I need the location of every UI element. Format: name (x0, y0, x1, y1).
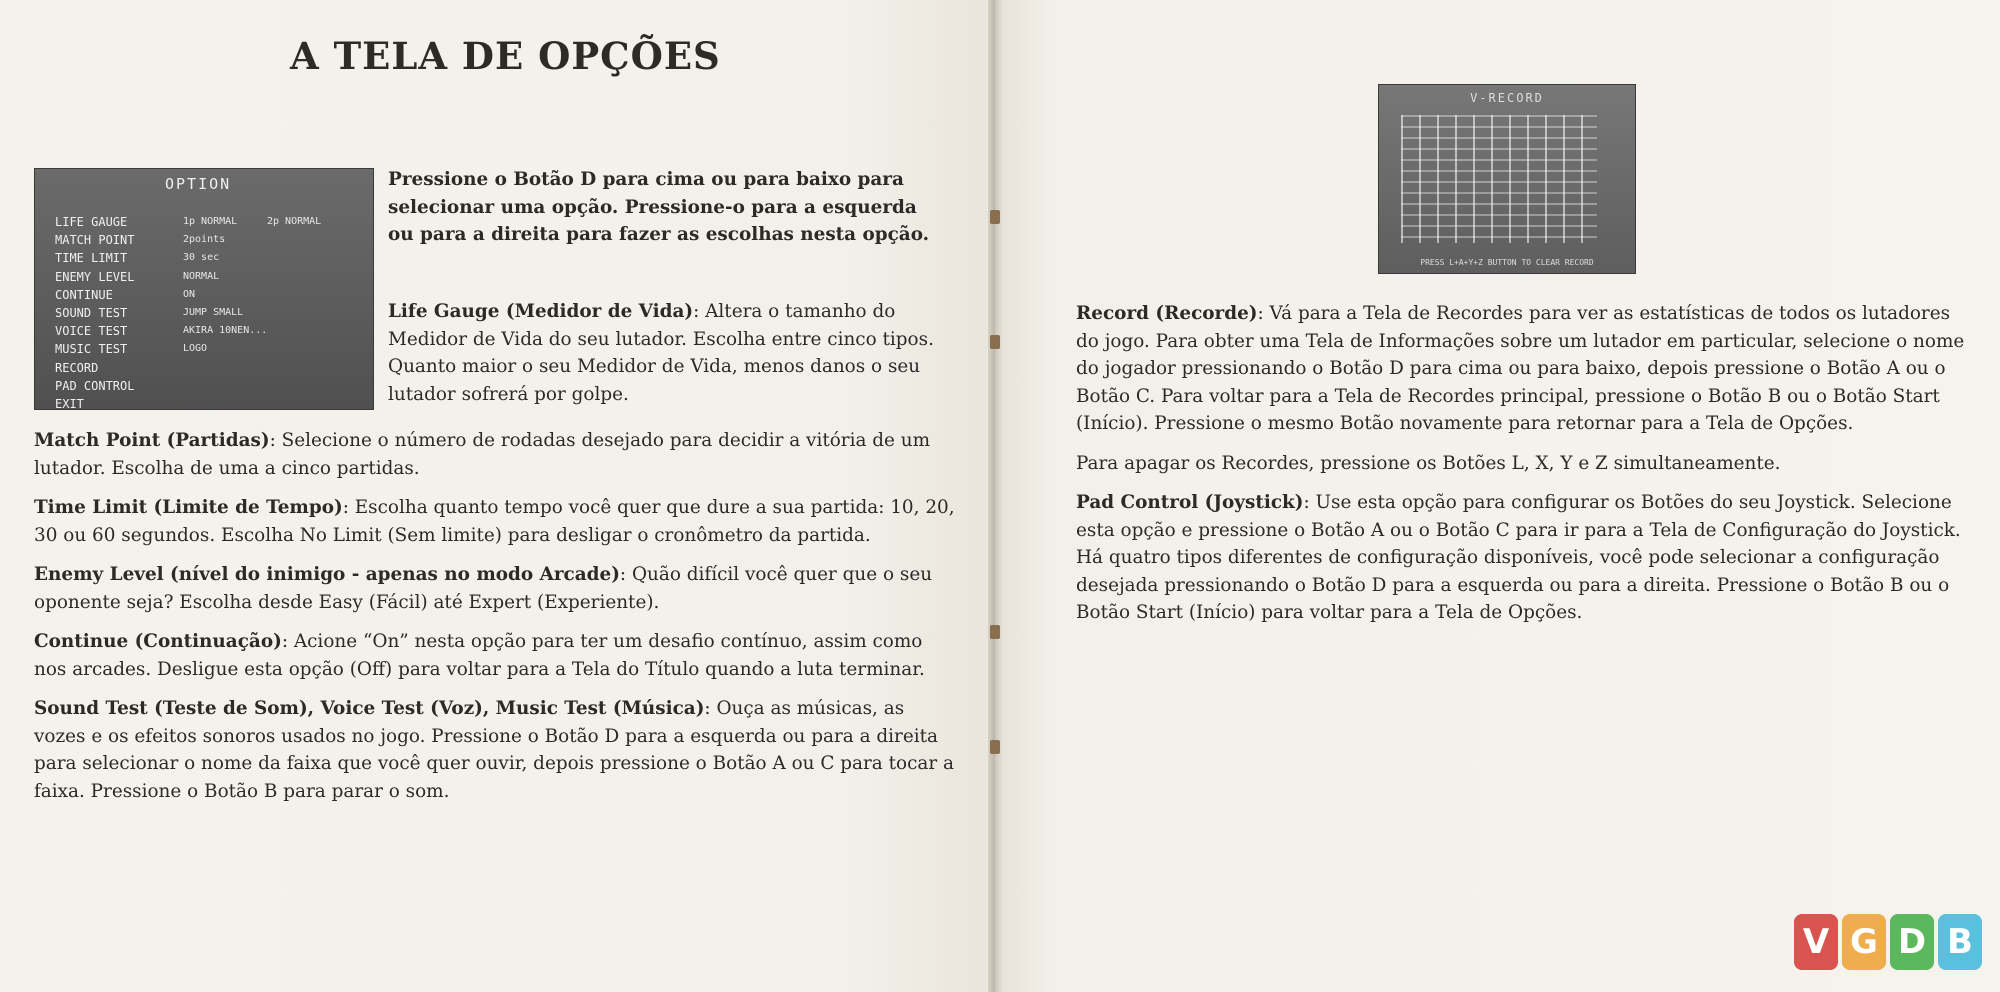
staple (990, 335, 1000, 349)
menu-value: 2p NORMAL (267, 216, 322, 227)
options-values (183, 213, 267, 359)
vgdb-watermark (1794, 914, 1982, 970)
record-paragraph (1076, 300, 1971, 438)
intro-paragraph: Pressione o Botão D para cima ou para baixo para selecionar uma opção. Pressione-o para a esquerda ou para a direita para fazer as escolhas nesta opção. (388, 169, 930, 245)
menu-item: VOICE TEST (55, 324, 128, 339)
menu-item: TIME LIMIT (55, 251, 128, 266)
menu-item: RECORD (55, 360, 99, 375)
option-description: : Use esta opção para configurar os Botões do seu Joystick. Selecione esta opção e pressione o Botão A ou o Botão C para ir para a Tela de Configuração do Joystick. Há quatro tipos diferentes de configuração disponíveis, você pode selecionar a configuração desejada pressionando o Botão D para a esquerda ou para a direita. Pressione o Botão B ou o Botão Start (Início) para voltar para a Tela de Opções. (1076, 492, 1961, 623)
option-description: : Quão difícil você quer que o seu oponente seja? Escolha desde Easy (Fácil) até Expert (Experiente). (34, 564, 933, 613)
option-description: : Ouça as músicas, as vozes e os efeitos sonoros usados no jogo. Pressione o Botão D para a esquerda ou para a direita para selecionar o nome da faixa que você quer ouvir, depois pressione o Botão A ou C para tocar a faixa. Pressione o Botão B para parar o som. (34, 698, 954, 802)
enemy-level-paragraph (34, 561, 959, 616)
watermark-letter: D (1890, 914, 1934, 970)
menu-item: MUSIC TEST (55, 342, 128, 357)
staple (990, 625, 1000, 639)
menu-item: ENEMY LEVEL (55, 269, 135, 284)
option-label: Continue (Continuação) (34, 631, 282, 652)
menu-item: MATCH POINT (55, 233, 135, 248)
options-value-2p (267, 213, 321, 231)
option-description: : Vá para a Tela de Recordes para ver as estatísticas de todos os lutadores do jogo. Para obter uma Tela de Informações sobre um lutador em particular, selecione o nome do jogador pressionando o Botão D para cima ou para baixo, depois pressione o Botão A ou o Botão C. Para voltar para a Tela de Recordes principal, pressione o Botão B ou o Botão Start (Início). Pressione o mesmo Botão novamente para retornar para a Tela de Opções. (1076, 303, 1965, 434)
menu-item: CONTINUE (55, 287, 113, 302)
menu-value: LOGO (183, 343, 208, 355)
match-point-paragraph (34, 427, 959, 482)
life-gauge-paragraph (388, 298, 948, 408)
option-label: Match Point (Partidas) (34, 430, 270, 451)
left-column-text (34, 427, 959, 817)
menu-value: ON (183, 288, 196, 300)
option-description: : Selecione o número de rodadas desejado para decidir a vitória de um lutador. Escolha de uma a cinco partidas. (34, 430, 931, 479)
option-label: Record (Recorde) (1076, 303, 1258, 324)
records-screen-footer: PRESS L+A+Y+Z BUTTON TO CLEAR RECORD (1420, 258, 1594, 267)
erase-records-paragraph: Para apagar os Recordes, pressione os Botões L, X, Y e Z simultaneamente. (1076, 452, 1781, 474)
menu-value: AKIRA 10NEN... (183, 325, 268, 337)
menu-item: SOUND TEST (55, 306, 128, 321)
staple (990, 740, 1000, 754)
options-screen-heading: OPTION (165, 175, 232, 193)
watermark-letter: V (1794, 914, 1838, 970)
option-label: Pad Control (Joystick) (1076, 492, 1304, 513)
options-menu (55, 213, 134, 410)
pad-control-paragraph (1076, 489, 1971, 627)
records-screenshot (1378, 84, 1636, 274)
records-screen-heading: V-RECORD (1470, 91, 1544, 105)
menu-value: 1p NORMAL (183, 216, 238, 227)
option-description: : Escolha quanto tempo você quer que dure a sua partida: 10, 20, 30 ou 60 segundos. Escolha No Limit (Sem limite) para desligar o cronômetro da partida. (34, 497, 955, 546)
staple (990, 210, 1000, 224)
option-label: Sound Test (Teste de Som), Voice Test (Voz), Music Test (Música) (34, 698, 705, 719)
watermark-letter: G (1842, 914, 1886, 970)
option-description: : Acione “On” nesta opção para ter um desafio contínuo, assim como nos arcades. Desligue esta opção (Off) para voltar para a Tela do Título quando a luta terminar. (34, 631, 925, 680)
options-screenshot (34, 168, 374, 410)
menu-value: 30 sec (183, 252, 220, 264)
time-limit-paragraph (34, 494, 959, 549)
page-title: A TELA DE OPÇÕES (290, 34, 721, 78)
right-column-text (1076, 300, 1971, 639)
records-table (1401, 115, 1597, 243)
menu-item: EXIT (55, 397, 84, 410)
menu-value: 2points (183, 234, 226, 246)
menu-item: LIFE GAUGE (55, 215, 128, 229)
book-spine (988, 0, 1002, 992)
option-label: Time Limit (Limite de Tempo) (34, 497, 343, 518)
option-description: : Altera o tamanho do Medidor de Vida do seu lutador. Escolha entre cinco tipos. Quanto maior o seu Medidor de Vida, menos danos o seu lutador sofrerá por golpe. (388, 301, 934, 405)
menu-item: PAD CONTROL (55, 378, 135, 393)
menu-value: JUMP SMALL (183, 307, 244, 319)
continue-paragraph (34, 628, 959, 683)
sound-test-paragraph (34, 695, 959, 805)
menu-value: NORMAL (183, 270, 220, 282)
option-label: Life Gauge (Medidor de Vida) (388, 301, 694, 322)
watermark-letter: B (1938, 914, 1982, 970)
option-label: Enemy Level (nível do inimigo - apenas no modo Arcade) (34, 564, 620, 585)
